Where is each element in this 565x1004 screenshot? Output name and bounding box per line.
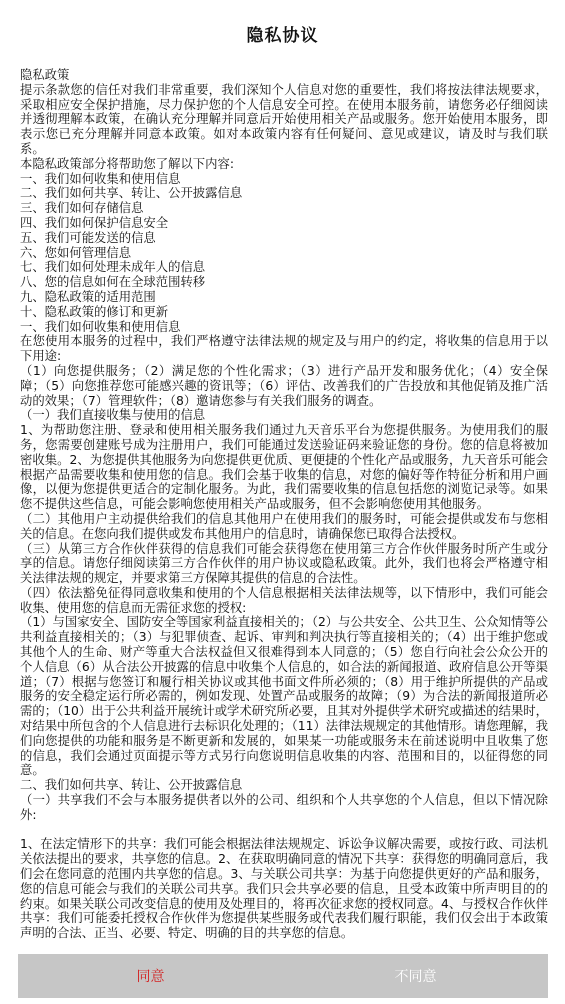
toc-item-3: 三、我们如何存储信息 xyxy=(20,201,144,216)
paragraph-intro: 提示条款您的信任对我们非常重要，我们深知个人信息对您的重要性，我们将按法律法规要求，采取相应安全保护措施，尽力保护您的个人信息安全可控。在使用本服务前，请您务必仔细阅读并透彻理解本政策，在确认充分理解并同意后开始使用相关产品或服务。您开始使用本服务，即表示您已充分理解并同意本政策。如对本政策内容有任何疑问、意见或建议，请及时与我们联系。 xyxy=(20,82,548,156)
title-bar xyxy=(0,0,565,68)
paragraph-other-users: （二）其他用户主动提供给我们的信息其他用户在使用我们的服务时，可能会提供或发布与您相关的信息。在您向我们提供或发布其他用户的信息时，请确保您已取得合法授权。 xyxy=(20,511,548,541)
toc-item-7: 七、我们如何处理未成年人的信息 xyxy=(20,260,206,275)
footer-button-bar xyxy=(18,954,548,998)
disagree-button[interactable]: 不同意 xyxy=(283,954,548,998)
paragraph-sharing: （一）共享我们不会与本服务提供者以外的公司、组织和个人共享您的个人信息，但以下情况除外: xyxy=(20,793,548,822)
section-heading-2: 二、我们如何共享、转让、公开披露信息 xyxy=(20,778,243,793)
toc-item-9: 九、隐私政策的适用范围 xyxy=(20,289,156,304)
page-title: 隐私协议 xyxy=(246,25,319,46)
paragraph-usage-intro: 在您使用本服务的过程中，我们严格遵守法律法规的规定及与用户的约定，将收集的信息用于以下用途: xyxy=(20,334,548,364)
privacy-content-scroll[interactable] xyxy=(20,68,548,954)
toc-item-5: 五、我们可能发送的信息 xyxy=(20,230,156,245)
paragraph-exemptions: （四）依法豁免征得同意收集和使用的个人信息根据相关法律法规等，以下情形中，我们可能会收集、使用您的信息而无需征求您的授权: xyxy=(20,585,548,615)
paragraph-third-party: （三）从第三方合作伙伴获得的信息我们可能会获得您在使用第三方合作伙伴服务时所产生或分享的信息。请您仔细阅读第三方合作伙伴的用户协议或隐私政策。此外，我们也将会严格遵守相关法律法规的规定，并要求第三方保障其提供的信息的合法性。 xyxy=(20,541,548,586)
toc-item-6: 六、您如何管理信息 xyxy=(20,245,132,260)
subsection-heading-direct: （一）我们直接收集与使用的信息 xyxy=(20,408,206,423)
paragraph-usage-list: （1）向您提供服务；（2）满足您的个性化需求；（3）进行产品开发和服务优化；（4）安全保障；（5）向您推荐您可能感兴趣的资讯等；（6）评估、改善我们的广告投放和其他促销及推广活动的效果；（7）管理软件；（8）邀请您参与有关我们服务的调查。 xyxy=(20,363,548,408)
toc-item-10: 十、隐私政策的修订和更新 xyxy=(20,304,169,319)
blank-line xyxy=(20,823,548,838)
paragraph-heading-policy: 隐私政策 xyxy=(20,68,70,82)
section-heading-1: 一、我们如何收集和使用信息 xyxy=(20,319,181,334)
paragraph-toc-intro: 本隐私政策部分将帮助您了解以下内容: xyxy=(20,156,235,171)
paragraph-direct-collection: 1、为帮助您注册、登录和使用相关服务我们通过九天音乐平台为您提供服务。为使用我们的服务，您需要创建账号成为注册用户，我们可能通过发送验证码来验证您的身份。您的信息将被加密收集。2、为您提供其他服务为向您提供更优质、更便捷的个性化产品或服务，九天音乐可能会根据产品需要收集和使用您的信息。我们会基于收集的信息，对您的偏好等作特征分析和用户画像，以便为您提供更适合的定制化服务。为此，我们需要收集的信息包括您的浏览记录等。如果您不提供这些信息，可能会影响您使用相关产品或服务，但不会影响您使用其他服务。 xyxy=(20,423,548,512)
toc-item-8: 八、您的信息如何在全球范围转移 xyxy=(20,275,206,290)
paragraph-sharing-cases: 1、在法定情形下的共享：我们可能会根据法律法规规定、诉讼争议解决需要，或按行政、司法机关依法提出的要求，共享您的信息。2、在获取明确同意的情况下共享：获得您的明确同意后，我们会在您同意的范围内共享您的信息。3、与关联公司共享：为基于向您提供更好的产品和服务，您的信息可能会与我们的关联公司共享。我们只会共享必要的信息，且受本政策中所声明目的的约束。如果关联公司改变信息的使用及处理目的，将再次征求您的授权同意。4、与授权合作伙伴共享：我们可能委托授权合作伙伴为您提供某些服务或代表我们履行职能，我们仅会出于本政策声明的合法、正当、必要、特定、明确的目的共享您的信息。 xyxy=(20,837,548,941)
paragraph-exemption-list: （1）与国家安全、国防安全等国家利益直接相关的；（2）与公共安全、公共卫生、公众知情等公共利益直接相关的；（3）与犯罪侦查、起诉、审判和判决执行等直接相关的；（4）出于维护您或其他个人的生命、财产等重大合法权益但又很难得到本人同意的；（5）您自行向社会公众公开的个人信息（6）从合法公开披露的信息中收集个人信息的，如合法的新闻报道、政府信息公开等渠道；（7）根据与您签订和履行相关协议或其他书面文件所必须的；（8）用于维护所提供的产品或服务的安全稳定运行所必需的，例如发现、处置产品或服务的故障；（9）为合法的新闻报道所必需的；（10）出于公共利益开展统计或学术研究所必要，且其对外提供学术研究或描述的结果时，对结果中所包含的个人信息进行去标识化处理的；（11）法律法规规定的其他情形。请您理解，我们向您提供的功能和服务是不断更新和发展的，如果某一功能或服务未在前述说明中且收集了您的信息，我们会通过页面提示等方式另行向您说明信息收集的内容、范围和目的，以征得您的同意。 xyxy=(20,615,548,778)
agree-button[interactable]: 同意 xyxy=(18,954,283,998)
toc-item-2: 二、我们如何共享、转让、公开披露信息 xyxy=(20,186,243,201)
toc-item-4: 四、我们如何保护信息安全 xyxy=(20,215,169,230)
toc-item-1: 一、我们如何收集和使用信息 xyxy=(20,171,181,186)
